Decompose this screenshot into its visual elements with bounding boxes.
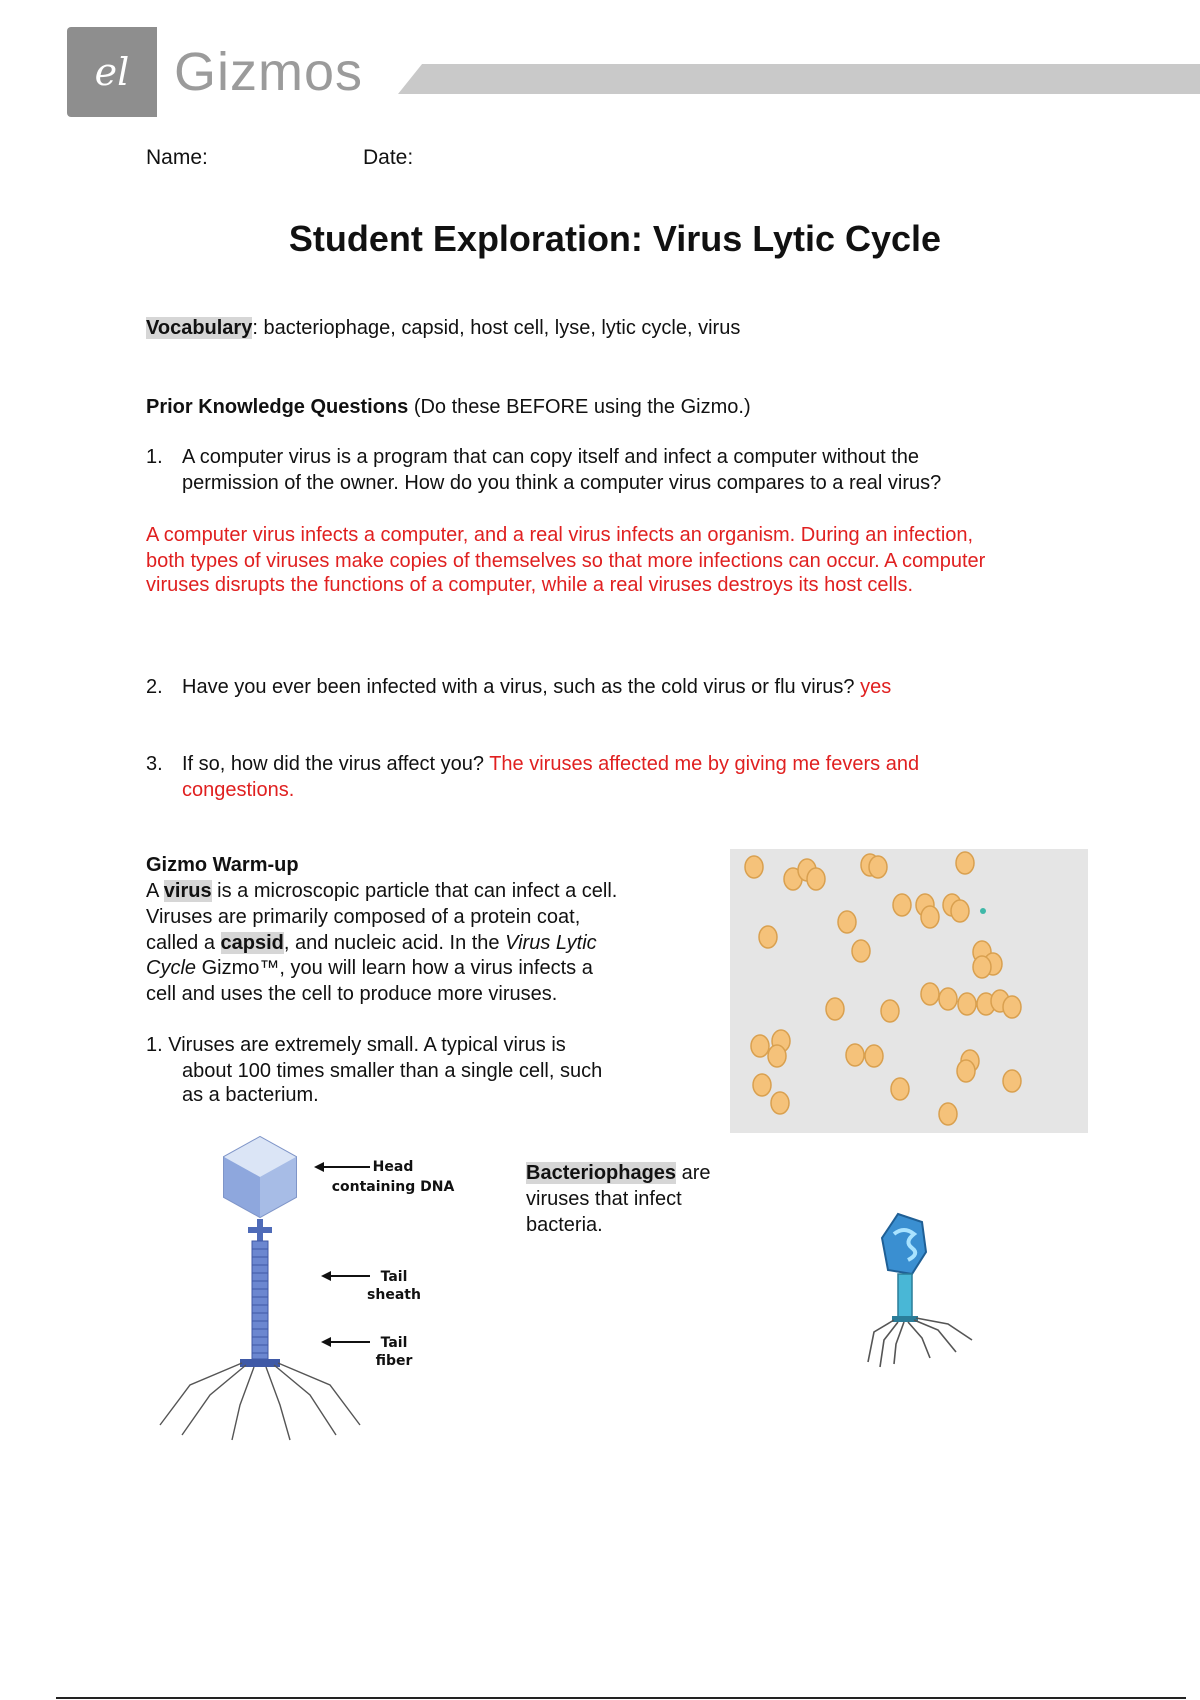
warmup-question-1-line-1: 1. Viruses are extremely small. A typical virus is: [146, 1034, 566, 1056]
bacteriophage-note-line-3: bacteria.: [526, 1214, 603, 1236]
prior-knowledge-heading-line: [146, 394, 751, 420]
question-1-number: 1.: [146, 446, 163, 468]
warmup-line-4: [146, 955, 593, 981]
gizmo-phage-head: [882, 1214, 926, 1274]
cell: [1003, 1070, 1021, 1092]
bacteriophage-diagram: [150, 1125, 460, 1450]
warmup-text: Gizmo™, you will learn how a virus infects a: [196, 957, 593, 979]
warmup-line-5: cell and uses the cell to produce more viruses.: [146, 983, 558, 1005]
bacteriophage-note-line-2: viruses that infect: [526, 1188, 682, 1210]
gizmo-phage-base: [892, 1316, 918, 1322]
name-label: Name:: [146, 146, 208, 169]
cell: [951, 900, 969, 922]
page-title: Student Exploration: Virus Lytic Cycle: [288, 218, 942, 259]
warmup-text: , and nucleic acid. In the: [283, 932, 506, 954]
question-2-number: 2.: [146, 676, 163, 698]
vocabulary-terms: : bacteriophage, capsid, host cell, lyse, lytic cycle, virus: [252, 317, 741, 339]
cell: [939, 1103, 957, 1125]
label-head: Head: [372, 1159, 414, 1175]
question-3-text: If so, how did the virus affect you?: [182, 753, 490, 775]
cell: [869, 856, 887, 878]
label-tail-fiber: Tail: [380, 1335, 408, 1351]
cell: [771, 1092, 789, 1114]
gizmos-logo: [67, 27, 157, 117]
warmup-text: A: [146, 880, 164, 902]
cell: [939, 988, 957, 1010]
question-1-line-2: permission of the owner. How do you think a computer virus compares to a real virus?: [182, 472, 942, 494]
gizmo-name-italic: Virus Lytic: [505, 932, 597, 954]
warmup-heading: Gizmo Warm-up: [146, 854, 299, 876]
cell: [881, 1000, 899, 1022]
cell: [1003, 996, 1021, 1018]
answer-1-line-2: both types of viruses make copies of themselves so that more infections can occur. A computer: [146, 550, 986, 572]
cells-simulation-image: [730, 849, 1088, 1133]
phage-neck: [257, 1219, 263, 1241]
cell: [957, 1060, 975, 1082]
answer-1-line-3: viruses disrupts the functions of a computer, while a real viruses destroys its host cells.: [146, 574, 914, 596]
question-2-text: Have you ever been infected with a virus, such as the cold virus or flu virus?: [182, 676, 861, 698]
brand-name: Gizmos: [174, 42, 364, 102]
warmup-question-1-line-3: as a bacterium.: [182, 1084, 319, 1106]
warmup-question-1-line-2: about 100 times smaller than a single cell, such: [182, 1060, 603, 1082]
cell: [958, 993, 976, 1015]
cell: [973, 956, 991, 978]
cell: [921, 906, 939, 928]
gizmo-name-italic: Cycle: [146, 957, 197, 979]
cell: [759, 926, 777, 948]
cell: [768, 1045, 786, 1067]
phage-tail-sheath: [252, 1241, 268, 1359]
cells-group: [745, 852, 1021, 1125]
answer-1-line-1: A computer virus infects a computer, and a real virus infects an organism. During an infection,: [146, 524, 974, 546]
gizmo-bacteriophage-image: [860, 1212, 980, 1372]
label-tail-sheath: Tail: [380, 1269, 408, 1285]
cell: [865, 1045, 883, 1067]
warmup-line-2: Viruses are primarily composed of a protein coat,: [146, 906, 581, 928]
label-tail-fiber-sub: fiber: [375, 1353, 413, 1369]
cell: [921, 983, 939, 1005]
bacteriophage-diagram-svg: [150, 1125, 460, 1445]
answer-3-line-1: The viruses affected me by giving me fevers and: [489, 753, 920, 775]
question-2: [182, 674, 891, 700]
answer-2: yes: [860, 676, 892, 698]
cell: [893, 894, 911, 916]
warmup-text: called a: [146, 932, 221, 954]
vocabulary-line: [146, 315, 740, 341]
logo-mark: el: [94, 50, 130, 94]
cell: [956, 852, 974, 874]
cell: [838, 911, 856, 933]
cells-svg: [730, 849, 1088, 1133]
gizmo-phage-legs: [868, 1318, 972, 1367]
cell: [852, 940, 870, 962]
bacteriophage-note-text: are: [676, 1162, 711, 1184]
warmup-line-1: [146, 878, 617, 904]
label-head-sub: containing DNA: [331, 1179, 455, 1195]
page-bottom-rule: [56, 1697, 1186, 1699]
answer-3-line-2: congestions.: [182, 779, 295, 801]
date-label: Date:: [363, 146, 414, 169]
cell: [891, 1078, 909, 1100]
cell: [807, 868, 825, 890]
bacteriophages-term: Bacteriophages: [526, 1162, 677, 1184]
virus-dot: [980, 908, 986, 914]
virus-term: virus: [163, 880, 212, 902]
cell: [745, 856, 763, 878]
question-3: [182, 751, 919, 777]
capsid-term: capsid: [220, 932, 284, 954]
question-1-line-1: A computer virus is a program that can copy itself and infect a computer without the: [182, 446, 920, 468]
gizmo-phage-tail: [898, 1274, 912, 1318]
prior-knowledge-heading: Prior Knowledge Questions: [146, 396, 409, 418]
header-bar: [398, 64, 1200, 94]
prior-knowledge-note: (Do these BEFORE using the Gizmo.): [408, 396, 751, 418]
cell: [846, 1044, 864, 1066]
cell: [751, 1035, 769, 1057]
warmup-text: is a microscopic particle that can infect a cell.: [211, 880, 618, 902]
warmup-line-3: [146, 930, 597, 956]
bacteriophage-note-line-1: [526, 1160, 711, 1186]
cell: [753, 1074, 771, 1096]
phage-tail-fibers: [160, 1363, 360, 1440]
label-tail-sheath-sub: sheath: [367, 1287, 421, 1303]
cell: [826, 998, 844, 1020]
question-3-number: 3.: [146, 753, 163, 775]
arrow-heads: [314, 1162, 331, 1347]
vocabulary-label: Vocabulary: [146, 317, 253, 339]
